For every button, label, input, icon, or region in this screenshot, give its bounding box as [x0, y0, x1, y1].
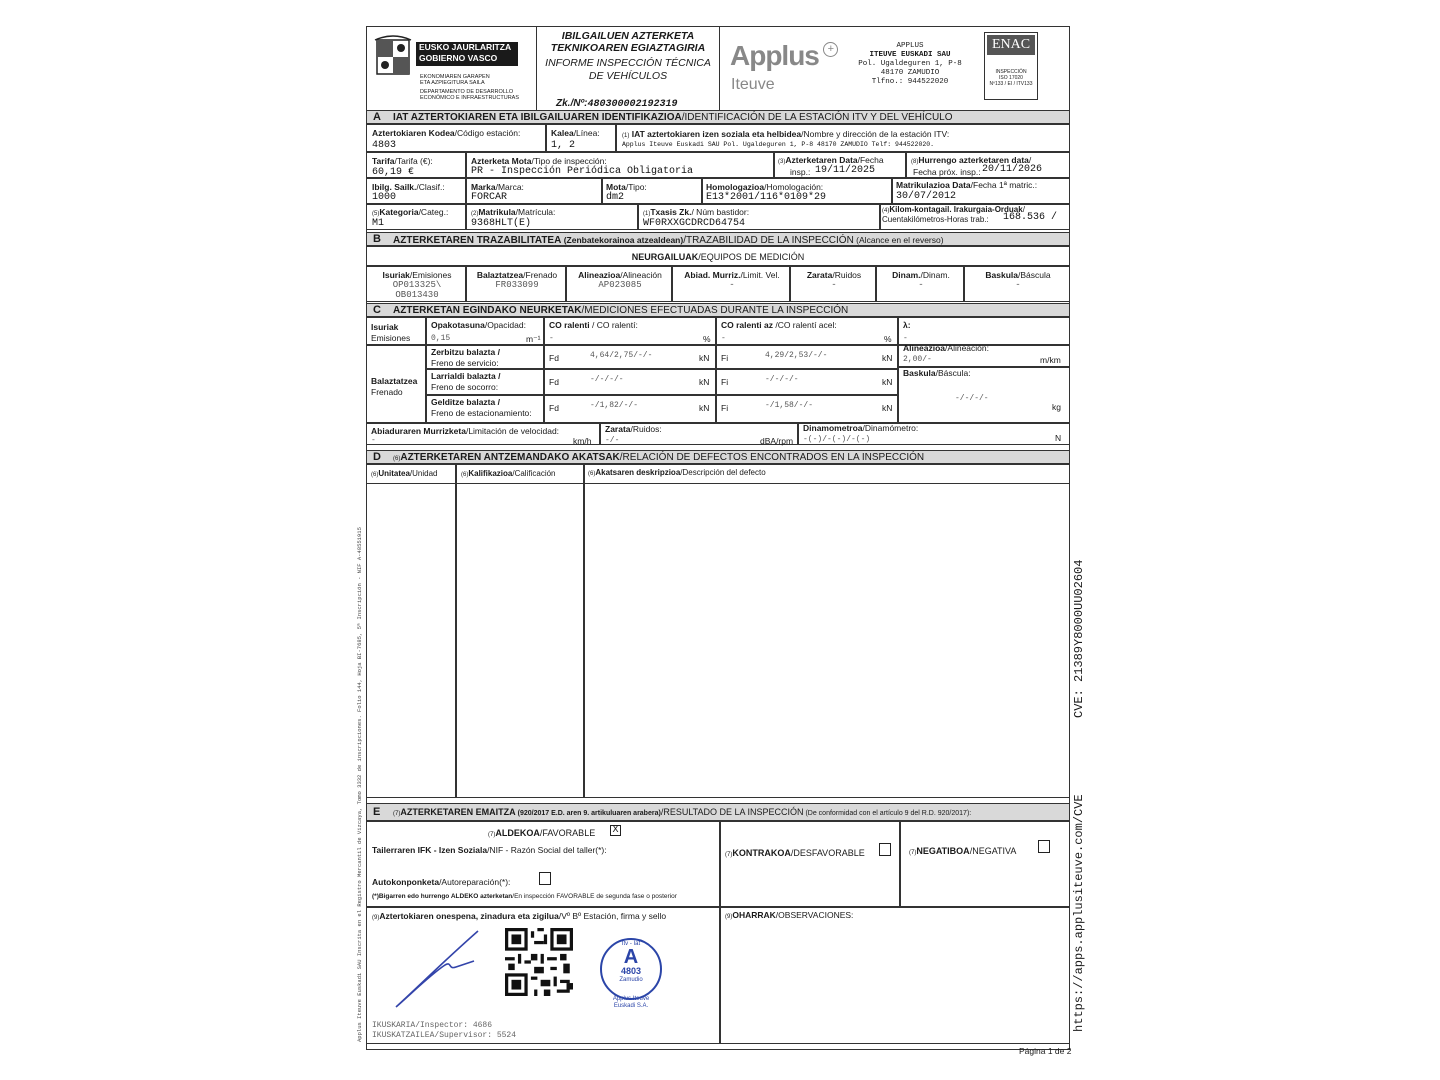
dept-line3: DEPARTAMENTO DE DESARROLLO [420, 89, 514, 95]
line-label-es: /Línea: [573, 128, 600, 138]
stamp-caption [602, 996, 660, 1010]
enac-line1: INSPECCIÓN [995, 69, 1027, 75]
gov-line1: EUSKO JAURLARITZA [419, 42, 512, 52]
col3-n: (6) [588, 471, 596, 477]
class-label-eu: Ibilg. Sailk. [372, 182, 417, 192]
stamp-name2: Euskadi S.A. [613, 1003, 649, 1009]
col2-es: /Calificación [512, 469, 556, 478]
defects-col-unit [366, 464, 456, 798]
unfav-es: /DESFAVORABLE [790, 848, 865, 858]
cat-n: (5) [372, 211, 380, 217]
dyn-label-es: /Dinamómetro: [862, 423, 919, 433]
dyn-label-eu: Dinamometroa [803, 423, 863, 433]
section-c-header [366, 303, 1070, 317]
km-n: (4) [882, 208, 890, 214]
equipment-label-eu: Zarata [806, 270, 833, 280]
section-e-title-es: /RESULTADO DE LA INSPECCIÓN [660, 807, 804, 817]
section-e-title-eu: AZTERKETAREN EMAITZA [400, 807, 516, 817]
col3-eu: Akatsaren deskripzioa [595, 468, 681, 477]
result-negative-cell [900, 821, 1070, 907]
unfav-eu: KONTRAKOA [732, 848, 791, 858]
equipment-value: - [729, 280, 735, 290]
cat-label-es: /Categ.: [418, 207, 449, 217]
signature-scribble [390, 925, 500, 1015]
brake-type-eu: Zerbitzu balazta / [431, 347, 500, 357]
equipment-value: - [918, 280, 924, 290]
kn-unit: kN [699, 353, 710, 363]
enac-line3: Nº133 / EI / ITV133 [989, 81, 1033, 87]
next-label-es2: Fecha próx. insp.: [913, 167, 981, 177]
section-b-title-es: /TRAZABILIDAD DE LA INSPECCIÓN [683, 235, 854, 246]
equipment-cell [466, 266, 566, 302]
vin-n: (1) [643, 211, 651, 217]
lambda-value: - [903, 334, 908, 343]
kn-unit: kN [699, 377, 710, 387]
enac-badge [984, 32, 1038, 100]
section-d-n: (6) [393, 456, 401, 462]
selfrepair-checkbox[interactable] [539, 872, 551, 885]
section-b-title-es2: (Alcance en el reverso) [853, 235, 944, 245]
title-eu-line2: TEKNIKOAREN EGIAZTAGIRIA [550, 42, 706, 54]
km-label-es1: / [1022, 205, 1025, 214]
kn-unit: kN [699, 403, 710, 413]
workshop-eu: Tailerraren IFK - Izen Soziala [372, 845, 488, 855]
company-line2: ITEUVE EUSKADI SAU [869, 51, 951, 59]
fee-value: 60,19 € [372, 167, 415, 178]
stamp-top: Itv - Iat [621, 941, 641, 947]
vin-label-es: / Núm bastidor: [691, 207, 750, 217]
date-value: 19/11/2025 [815, 165, 876, 176]
equipment-label-es: /Alineación [620, 270, 662, 280]
equipment-cell [566, 266, 672, 302]
gov-line2: GOBIERNO VASCO [419, 53, 498, 63]
company-line5: Tlfno.: 944522020 [871, 78, 949, 86]
fav-eu: ALDEKOA [495, 828, 540, 838]
kn-unit: kN [882, 377, 893, 387]
brake-type-es: Freno de servicio: [431, 358, 499, 368]
coat-of-arms-icon [371, 34, 415, 78]
equipment-label-eu: Alineazioa [578, 270, 621, 280]
equipment-label [367, 270, 467, 280]
noise-label-es: /Ruidos: [630, 424, 662, 434]
equipment-label-eu: Isuriak [382, 270, 410, 280]
equipment-label [673, 270, 791, 280]
opac-label-es: /Opacidad: [484, 320, 526, 330]
kn-unit: kN [882, 403, 893, 413]
result-unfavorable-cell [720, 821, 900, 907]
workshop-es: /NIF - Razón Social del taller(*): [487, 845, 607, 855]
section-b-title-eu: AZTERKETAREN TRAZABILITATEA [393, 235, 562, 246]
inspector-line: IKUSKARIA/Inspector: 4686 [372, 1021, 493, 1030]
brand-label-es: /Marca: [495, 182, 524, 192]
equipment-label [965, 270, 1071, 280]
reg-date-value: 30/07/2012 [896, 191, 957, 202]
unfavorable-checkbox[interactable] [879, 843, 891, 856]
fd-label: Fd [549, 353, 559, 363]
plate-n: (2) [471, 211, 479, 217]
brake-fi-value: -/1,58/-/- [765, 401, 814, 410]
section-e-title-es2: (De conformidad con el artículo 9 del R.D. 920/2017): [803, 810, 972, 817]
registry-side-text: Applus Iteuve Euskadi SAU Inscrita en el Registro Mercantil de Vizcaya, Tomo 3332 de inscripciones. Folio 144, Hoja BI-7685, 5ª Inscripción - NIF A-48551915 [356, 527, 363, 1042]
enac-line2: ISO 17020 [999, 75, 1023, 81]
brake-type-es: Freno de socorro: [431, 382, 499, 392]
date-n: (3) [778, 159, 786, 165]
class-label-es: /Clasif.: [416, 182, 445, 192]
station-name-label-es: /Nombre y dirección de la estación ITV: [801, 129, 950, 139]
company-line4: 48170 ZAMUDIO [880, 69, 940, 77]
co-idle-unit: % [703, 334, 711, 344]
title-eu-line1: IBILGAILUEN AZTERKETA [561, 30, 695, 42]
footnote-es: /En inspección FAVORABLE de segunda fase o posterior [512, 893, 677, 900]
scale-value: -/-/-/- [955, 394, 989, 403]
col1-es: /Unidad [409, 469, 438, 478]
applus-plus-icon: + [823, 42, 838, 57]
align-unit: m/km [1040, 355, 1061, 365]
vin-label-eu: Txasis Zk. [650, 207, 692, 217]
brake-fi-value: -/-/-/- [765, 375, 799, 384]
scale-label-es: /Báscula: [935, 368, 971, 378]
next-n: (8) [911, 159, 919, 165]
col1-n: (6) [371, 472, 379, 478]
section-b-letter: B [373, 233, 381, 245]
plate-value: 9368HLT(E) [471, 218, 532, 229]
class-value: 1000 [372, 192, 397, 203]
equipment-label-es: /Emisiones [409, 270, 452, 280]
applus-sub: Iteuve [731, 76, 775, 93]
cat-label-eu: Kategoria [379, 207, 419, 217]
section-b-header [366, 232, 1070, 246]
dept-line2: ETA AZPIEGITURA SAILA [420, 80, 485, 86]
co-acc-es: /CO ralentí acel: [772, 320, 837, 330]
doc-number [556, 93, 677, 111]
co-idle-eu: CO ralenti [549, 320, 590, 330]
next-date-value: 20/11/2026 [982, 164, 1043, 175]
brake-fi-value: 4,29/2,53/-/- [765, 351, 828, 360]
plate-label-es: /Matrícula: [515, 207, 556, 217]
line-label-eu: Kalea [551, 128, 574, 138]
station-code-value: 4803 [372, 140, 397, 151]
company-block [855, 42, 965, 87]
section-e-n: (7) [393, 811, 401, 817]
homol-label-eu: Homologazioa [706, 182, 765, 192]
station-code-label-es: /Código estación: [454, 128, 521, 138]
col3-es: /Descripción del defecto [680, 468, 766, 477]
title-es-line2: DE VEHÍCULOS [588, 70, 668, 82]
date-label-es2: insp.: [790, 167, 811, 177]
dept-line1: EKONOMIAREN GARAPEN [420, 74, 490, 80]
negative-checkbox[interactable] [1038, 840, 1050, 853]
stamp-num: 4803 [620, 966, 642, 976]
section-d-title-eu: AZTERKETAREN ANTZEMANDAKO AKATSAK [400, 452, 620, 463]
doc-number-label: Zk./Nº: [556, 98, 588, 109]
align-label-eu: Alineazioa [903, 343, 946, 353]
speed-unit: km/h [573, 436, 592, 446]
gov-banner [416, 42, 518, 66]
fd-label: Fd [549, 403, 559, 413]
supervisor-line: IKUSKATZAILEA/Supervisor: 5524 [372, 1031, 517, 1040]
model-label-eu: Mota [606, 182, 626, 192]
selfrep-eu: Autokonponketa [372, 877, 440, 887]
fav-n: (7) [488, 832, 496, 838]
cat-value: M1 [372, 218, 385, 229]
brake-fd-value: -/1,82/-/- [590, 401, 639, 410]
equipment-label-es: /Báscula [1018, 270, 1051, 280]
cve-url[interactable]: https://apps.applusiteuve.com/CVE [1072, 794, 1086, 1032]
noise-label-eu: Zarata [605, 424, 631, 434]
km-label-eu: Kilom-kontagail. Irakurgaia-Orduak [889, 205, 1023, 214]
obs-n: (9) [725, 914, 733, 920]
brake-type-eu: Gelditze balazta / [431, 397, 500, 407]
type-label-eu: Azterketa Mota [471, 156, 532, 166]
equipment-cell [964, 266, 1070, 302]
section-a-header [366, 110, 1070, 124]
scale-label-eu: Baskula [903, 368, 936, 378]
brand-value: FORCAR [471, 192, 508, 203]
align-value: 2,00/- [903, 355, 932, 364]
obs-es: /OBSERVACIONES: [775, 910, 854, 920]
homol-value: E13*2001/116*0109*29 [706, 192, 827, 203]
doc-number-value: 480300002192319 [587, 99, 678, 110]
neg-eu: NEGATIBOA [916, 846, 970, 856]
title-es-line1: INFORME INSPECCIÓN TÉCNICA [545, 57, 711, 69]
opac-unit: m⁻¹ [526, 334, 541, 344]
enac-logo: ENAC [987, 35, 1035, 55]
col2-eu: Kalifikazioa [468, 469, 513, 478]
company-line3: Pol. Ugaldeguren 1, P-8 [858, 60, 962, 68]
page-indicator: Página 1 de 2 [1019, 1046, 1072, 1056]
type-label-es: /Tipo de inspección: [531, 156, 607, 166]
equipment-value: FR033099 [495, 280, 539, 290]
dyn-unit: N [1055, 433, 1062, 443]
co-idle-value: - [549, 334, 554, 343]
fee-label-eu: Tarifa [372, 156, 395, 166]
brake-fi-cell [716, 369, 898, 395]
section-c-title-eu: AZTERKETAN EGINDAKO NEURKETAK [393, 305, 582, 316]
noise-unit: dBA/rpm [760, 436, 794, 446]
section-d-letter: D [373, 451, 381, 463]
equipment-label-es: /Dinam. [920, 270, 950, 280]
homol-label-es: /Homologación: [764, 182, 824, 192]
brake-fd-cell [544, 369, 716, 395]
section-c-letter: C [373, 304, 381, 316]
brake-type-es: Freno de estacionamiento: [431, 408, 532, 418]
applus-brand: Applus [730, 40, 819, 71]
obs-eu: OHARRAK [732, 910, 776, 920]
observations-cell [720, 907, 1070, 1044]
equipment-label [791, 270, 877, 280]
footnote-eu: (*)Bigarren edo hurrengo ALDEKO azterketan [372, 893, 513, 900]
applus-logo [730, 40, 838, 72]
line-value: 1, 2 [551, 140, 576, 151]
brand-label-eu: Marka [471, 182, 496, 192]
speed-label-eu: Abiaduraren Murrizketa [371, 426, 466, 436]
brake-fd-value: -/-/-/- [590, 375, 624, 384]
equipment-value: AP023085 [598, 280, 642, 290]
km-value: 168.536 / [1003, 212, 1058, 223]
station-name-n: (1) [622, 133, 630, 139]
equipment-es: /EQUIPOS DE MEDICIÓN [698, 252, 805, 262]
section-e-letter: E [373, 806, 381, 818]
speed-value: - [371, 436, 376, 445]
qr-code-icon [505, 928, 573, 996]
equipment-label-eu: Baskula [985, 270, 1018, 280]
lambda-label: λ: [903, 320, 911, 330]
equipment-cell [672, 266, 790, 302]
km-label-es2: Cuentakilómetros-Horas trab.: [882, 215, 989, 224]
defects-col-description [584, 464, 1070, 798]
section-d-header [366, 450, 1070, 464]
selfrep-es: /Autoreparación(*): [439, 877, 511, 887]
co-acc-unit: % [884, 334, 892, 344]
model-label-es: /Tipo: [625, 182, 647, 192]
section-e-header [366, 803, 1070, 821]
equipment-label-es: /Frenado [523, 270, 558, 280]
reg-date-label-es: /Fecha 1ª matric.: [970, 180, 1038, 190]
company-line1: APPLUS [896, 42, 924, 50]
type-value: PR - Inspección Periódica Obligatoria [471, 166, 694, 177]
equipment-label-eu: Abiad. Murriz. [684, 270, 741, 280]
sign-n: (9) [372, 915, 380, 921]
dept-line4: ECONÓMICO E INFRAESTRUCTURAS [420, 95, 520, 101]
equipment-label-es: /Ruidos [832, 270, 862, 280]
co-acc-value: - [721, 334, 726, 343]
doc-title [536, 30, 720, 82]
section-c-title-es: /MEDICIONES EFECTUADAS DURANTE LA INSPECCIÓN [581, 305, 849, 316]
section-a-title-es: /IDENTIFICACIÓN DE LA ESTACIÓN ITV Y DEL VEHÍCULO [681, 112, 953, 123]
section-b-title-eu2: (Zenbatekorainoa atzealdean) [561, 235, 684, 245]
co-idle-es: / CO ralentí: [589, 320, 638, 330]
equipment-cell [790, 266, 876, 302]
emis-label-es: Emisiones [371, 333, 411, 343]
align-label-es: /Alineación: [945, 343, 989, 353]
section-e-title-eu2: (920/2017 E.D. aren 9. artikuluaren arabera) [515, 810, 661, 817]
plate-label-eu: Matrikula [478, 207, 516, 217]
date-label-es1: /Fecha [857, 155, 884, 165]
next-label-es1: / [1028, 155, 1032, 165]
fi-label: Fi [721, 403, 729, 413]
scale-unit: kg [1052, 402, 1061, 412]
brake-type-eu: Larrialdi balazta / [431, 371, 501, 381]
equipment-label-eu: Dinam. [892, 270, 921, 280]
opac-label-eu: Opakotasuna [431, 320, 485, 330]
emis-label-eu: Isuriak [371, 322, 399, 332]
section-d-title-es: /RELACIÓN DE DEFECTOS ENCONTRADOS EN LA INSPECCIÓN [619, 452, 925, 463]
equipment-value: - [831, 280, 837, 290]
favorable-checkbox[interactable]: X [610, 825, 621, 836]
equipment-label-eu: Balaztatzea [476, 270, 524, 280]
sign-eu: Aztertokiaren onespena, zinadura eta zigilua [379, 911, 559, 921]
dyn-value: -(-)/-(-)/-(-) [803, 435, 871, 444]
fd-label: Fd [549, 377, 559, 387]
reg-date-label-eu: Matrikulazioa Data [896, 180, 971, 190]
equipment-cell [366, 266, 466, 302]
stamp-city: Zamudio [619, 977, 643, 983]
neg-es: /NEGATIVA [969, 846, 1017, 856]
equipment-label [877, 270, 965, 280]
equipment-value: OP013325\ [392, 280, 442, 290]
fi-label: Fi [721, 353, 729, 363]
speed-label-es: /Limitación de velocidad: [465, 426, 560, 436]
cell-lambda [898, 317, 1070, 345]
equipment-label [467, 270, 567, 280]
station-name-label-eu: IAT aztertokiaren izen soziala eta helbidea [631, 129, 802, 139]
fee-label-es: /Tarifa (€): [394, 156, 433, 166]
equipment-cell [876, 266, 964, 302]
defects-col-rating [456, 464, 584, 798]
stamp-logo-icon: A [623, 946, 639, 968]
equipment-value: OB013430 [395, 290, 439, 300]
section-a-letter: A [373, 111, 381, 123]
brake-label-es: Frenado [371, 387, 403, 397]
equipment-label-es: /Limit. Vel. [740, 270, 780, 280]
stamp-name1: Applus Iteuve [612, 996, 650, 1002]
col2-n: (6) [461, 472, 469, 478]
station-code-label-eu: Aztertokiaren Kodea [372, 128, 455, 138]
sign-es: /Vº Bº Estación, firma y sello [558, 911, 667, 921]
fav-es: /FAVORABLE [539, 828, 596, 838]
next-label-eu: Hurrengo azterketaren data [918, 155, 1029, 165]
kn-unit: kN [882, 353, 893, 363]
date-label-eu: Azterketaren Data [785, 155, 858, 165]
equipment-eu: NEURGAILUAK [631, 252, 699, 262]
equipment-label [567, 270, 673, 280]
co-acc-eu: CO ralenti az [721, 320, 773, 330]
model-value: dm2 [606, 192, 625, 203]
fi-label: Fi [721, 377, 729, 387]
neg-n: (7) [909, 850, 917, 856]
col1-eu: Unitatea [378, 469, 410, 478]
cve-code: CVE: 21389Y8000UU02604 [1072, 559, 1086, 718]
station-stamp [600, 938, 662, 1000]
unfav-n: (7) [725, 852, 733, 858]
brake-fd-value: 4,64/2,75/-/- [590, 351, 653, 360]
brake-label-eu: Balaztatzea [371, 376, 418, 386]
vin-value: WF0RXXGCDRCD64754 [643, 218, 746, 229]
station-name-value: Applus Iteuve Euskadi SAU Pol. Ugaldeguren 1, P-8 48170 ZAMUDIO Telf: 944522020. [622, 141, 935, 148]
opac-value: 0,15 [431, 334, 451, 343]
section-a-title-eu: IAT AZTERTOKIAREN ETA IBILGAILUAREN IDENTIFIKAZIOA [393, 112, 682, 123]
noise-value: -/- [605, 436, 620, 445]
equipment-value: - [1015, 280, 1021, 290]
